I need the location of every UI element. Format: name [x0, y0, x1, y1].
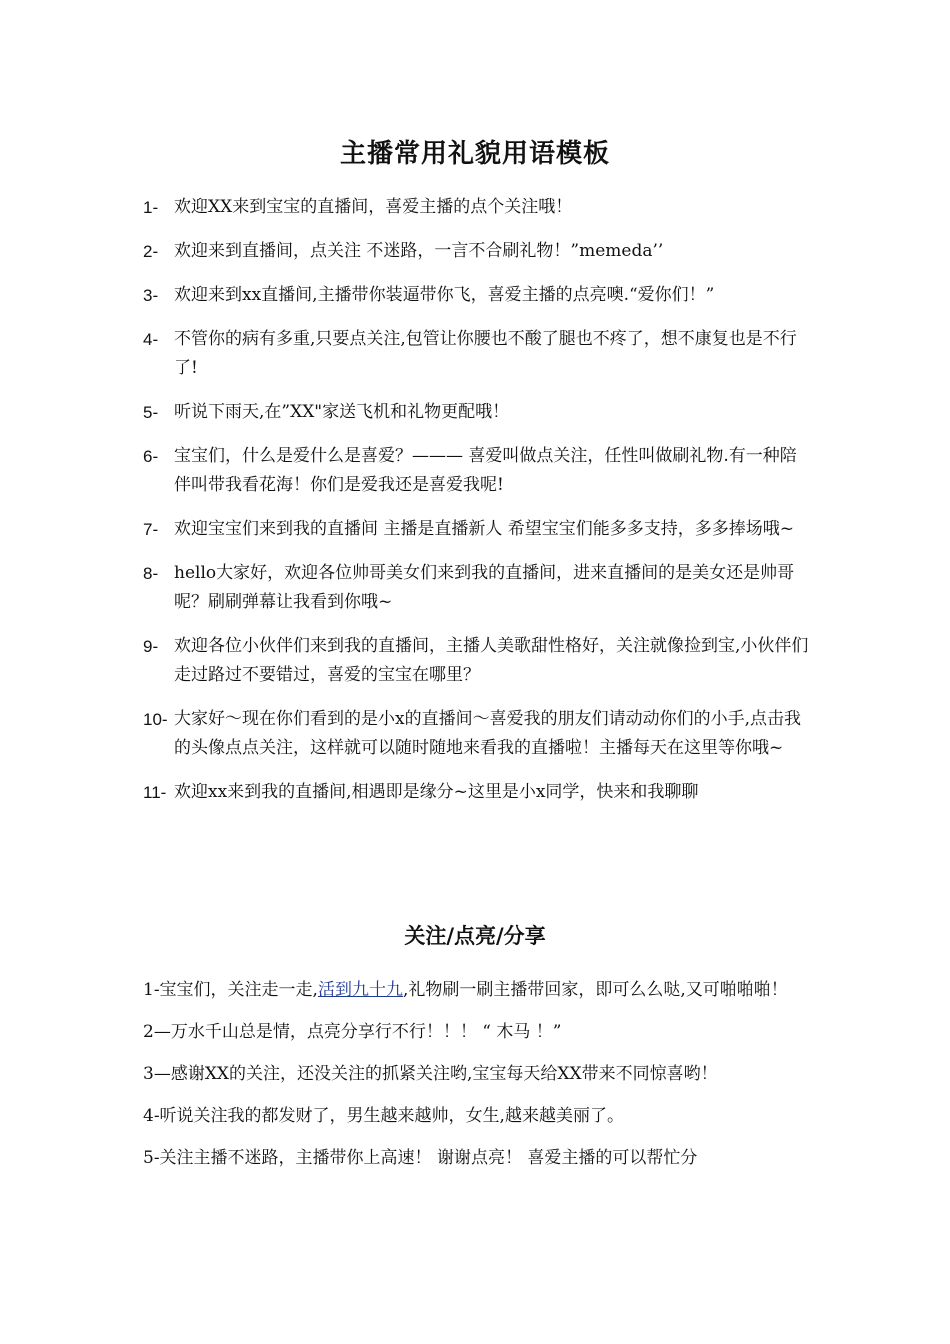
item-text: 欢迎各位小伙伴们来到我的直播间，主播人美歌甜性格好，关注就像捡到宝,小伙伴们走过路过不要错过，喜爱的宝宝在哪里？ — [174, 636, 809, 685]
item-number: 9- — [143, 637, 159, 656]
paragraph — [143, 976, 811, 1005]
item-number: 1- — [143, 198, 159, 217]
list-item — [143, 281, 811, 310]
section-heading: 关注/点亮/分享 — [404, 924, 546, 948]
item-number: 2- — [143, 242, 159, 261]
item-text: 欢迎来到直播间，点关注 不迷路，一言不合刷礼物！”memeda’’ — [174, 241, 664, 261]
list-item — [143, 778, 811, 807]
greeting-list — [143, 193, 811, 822]
list-item — [143, 398, 811, 427]
list-item — [143, 237, 811, 266]
item-number: 6- — [143, 447, 159, 466]
document-title: 主播常用礼貌用语模板 — [339, 139, 610, 169]
item-number: 5- — [143, 403, 159, 422]
item-text: 宝宝们，什么是爱什么是喜爱？——— 喜爱叫做点关注，任性叫做刷礼物.有一种陪伴叫带我看花海！你们是爱我还是喜爱我呢! — [174, 446, 797, 495]
paragraph: 2—万水千山总是情，点亮分享行不行！！！ “ 木马 ！” — [143, 1022, 562, 1042]
item-number: 7- — [143, 520, 159, 539]
item-number: 11- — [143, 783, 167, 802]
item-text: 不管你的病有多重,只要点关注,包管让你腰也不酸了腿也不疼了，想不康复也是不行了! — [174, 329, 797, 378]
list-item — [143, 559, 811, 617]
list-item — [143, 632, 811, 690]
item-text: 欢迎宝宝们来到我的直播间 主播是直播新人 希望宝宝们能多多支持，多多捧场哦~ — [174, 519, 795, 539]
paragraph: 5-关注主播不迷路，主播带你上高速！ 谢谢点亮！ 喜爱主播的可以帮忙分 — [143, 1148, 698, 1168]
paragraph-text: 1-宝宝们，关注走一走, — [143, 980, 318, 1000]
list-item — [143, 193, 811, 222]
paragraph: 4-听说关注我的都发财了，男生越来越帅，女生,越来越美丽了。 — [143, 1106, 624, 1126]
follow-share-section — [143, 976, 811, 1186]
item-text: 欢迎xx来到我的直播间,相遇即是缘分~这里是小x同学，快来和我聊聊 — [174, 782, 699, 802]
list-item — [143, 325, 811, 383]
paragraph-text: ,礼物刷一刷主播带回家，即可么么哒,又可啪啪啪！ — [402, 980, 788, 1000]
item-text: 听说下雨天,在”XX"家送飞机和礼物更配哦！ — [174, 402, 510, 422]
list-item — [143, 705, 811, 763]
item-text: 欢迎来到xx直播间,主播带你装逼带你飞，喜爱主播的点亮噢.“爱你们！” — [174, 285, 715, 305]
item-text: 大家好～现在你们看到的是小x的直播间～喜爱我的朋友们请动动你们的小手,点击我的头像点点关注，这样就可以随时随地来看我的直播啦！主播每天在这里等你哦~ — [174, 709, 801, 758]
item-number: 8- — [143, 564, 159, 583]
item-number: 4- — [143, 330, 159, 349]
item-number: 10- — [143, 710, 168, 729]
item-text: hello大家好，欢迎各位帅哥美女们来到我的直播间，进来直播间的是美女还是帅哥呢？刷刷弹幕让我看到你哦~ — [174, 563, 795, 612]
item-text: 欢迎XX来到宝宝的直播间，喜爱主播的点个关注哦！ — [174, 197, 573, 217]
item-number: 3- — [143, 286, 159, 305]
hyperlink[interactable]: 活到九十九 — [317, 980, 403, 1000]
paragraph: 3—感谢XX的关注，还没关注的抓紧关注哟,宝宝每天给XX带来不同惊喜哟！ — [143, 1064, 718, 1084]
list-item — [143, 515, 811, 544]
list-item — [143, 442, 811, 500]
